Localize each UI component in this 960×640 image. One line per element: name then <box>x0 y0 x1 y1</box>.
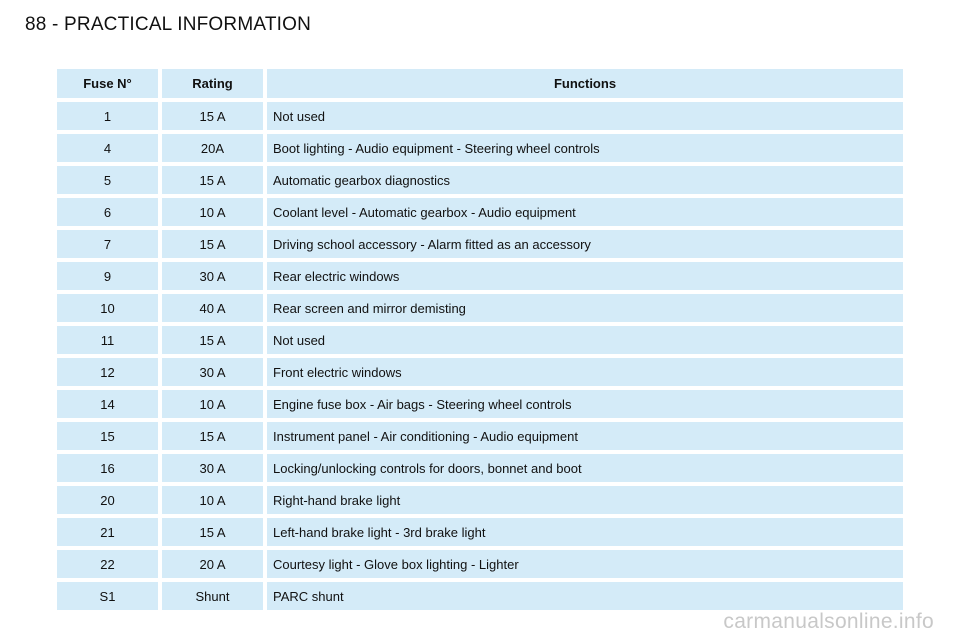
fuse-rating-cell: 15 A <box>162 422 267 454</box>
fuse-rating-cell: 30 A <box>162 262 267 294</box>
fuse-function-cell: Rear screen and mirror demisting <box>267 294 903 326</box>
fuse-rating-cell: 15 A <box>162 166 267 198</box>
fuse-number-cell: 10 <box>57 294 162 326</box>
fuse-rating-cell: 10 A <box>162 198 267 230</box>
table-row <box>57 230 903 262</box>
fuse-rating-cell: 20 A <box>162 550 267 582</box>
table-row <box>57 454 903 486</box>
fuse-function-cell: Automatic gearbox diagnostics <box>267 166 903 198</box>
fuse-rating-cell: 10 A <box>162 486 267 518</box>
fuse-number-cell: 5 <box>57 166 162 198</box>
fuse-number-cell: 9 <box>57 262 162 294</box>
table-row <box>57 422 903 454</box>
table-row <box>57 486 903 518</box>
fuse-rating-cell: Shunt <box>162 582 267 614</box>
fuse-rating-cell: 15 A <box>162 230 267 262</box>
fuse-function-cell: Locking/unlocking controls for doors, bonnet and boot <box>267 454 903 486</box>
fuse-function-cell: Not used <box>267 102 903 134</box>
fuse-rating-cell: 20A <box>162 134 267 166</box>
fuse-rating-cell: 30 A <box>162 358 267 390</box>
table-row <box>57 198 903 230</box>
fuse-function-cell: Not used <box>267 326 903 358</box>
table-row <box>57 518 903 550</box>
fuse-rating-cell: 15 A <box>162 518 267 550</box>
fuse-function-cell: Driving school accessory - Alarm fitted as an accessory <box>267 230 903 262</box>
fuse-rating-cell: 15 A <box>162 326 267 358</box>
column-header-rating: Rating <box>162 69 267 102</box>
fuse-rating-cell: 10 A <box>162 390 267 422</box>
fuse-number-cell: 11 <box>57 326 162 358</box>
table-header-row <box>57 69 903 102</box>
fuse-function-cell: Rear electric windows <box>267 262 903 294</box>
table-row <box>57 550 903 582</box>
page-title: 88 - PRACTICAL INFORMATION <box>25 14 312 35</box>
fuse-number-cell: 4 <box>57 134 162 166</box>
fuse-number-cell: 22 <box>57 550 162 582</box>
fuse-number-cell: S1 <box>57 582 162 614</box>
fuse-function-cell: Instrument panel - Air conditioning - Audio equipment <box>267 422 903 454</box>
fuse-function-cell: Left-hand brake light - 3rd brake light <box>267 518 903 550</box>
fuse-number-cell: 21 <box>57 518 162 550</box>
table-row <box>57 358 903 390</box>
table-row <box>57 326 903 358</box>
fuse-table-body <box>57 102 903 614</box>
fuse-function-cell: Courtesy light - Glove box lighting - Lighter <box>267 550 903 582</box>
table-row <box>57 166 903 198</box>
fuse-function-cell: PARC shunt <box>267 582 903 614</box>
fuse-function-cell: Boot lighting - Audio equipment - Steering wheel controls <box>267 134 903 166</box>
column-header-fuse: Fuse N° <box>57 69 162 102</box>
fuse-function-cell: Front electric windows <box>267 358 903 390</box>
fuse-number-cell: 16 <box>57 454 162 486</box>
table-row <box>57 294 903 326</box>
fuse-number-cell: 12 <box>57 358 162 390</box>
fuse-rating-cell: 15 A <box>162 102 267 134</box>
fuse-table <box>57 69 903 614</box>
fuse-function-cell: Coolant level - Automatic gearbox - Audio equipment <box>267 198 903 230</box>
table-row <box>57 102 903 134</box>
fuse-number-cell: 6 <box>57 198 162 230</box>
fuse-number-cell: 15 <box>57 422 162 454</box>
column-header-functions: Functions <box>267 69 903 102</box>
fuse-number-cell: 20 <box>57 486 162 518</box>
fuse-function-cell: Right-hand brake light <box>267 486 903 518</box>
table-row <box>57 262 903 294</box>
fuse-rating-cell: 30 A <box>162 454 267 486</box>
table-row <box>57 390 903 422</box>
fuse-number-cell: 1 <box>57 102 162 134</box>
fuse-function-cell: Engine fuse box - Air bags - Steering wheel controls <box>267 390 903 422</box>
fuse-number-cell: 14 <box>57 390 162 422</box>
watermark: carmanualsonline.info <box>723 610 934 633</box>
fuse-rating-cell: 40 A <box>162 294 267 326</box>
fuse-number-cell: 7 <box>57 230 162 262</box>
table-row <box>57 134 903 166</box>
